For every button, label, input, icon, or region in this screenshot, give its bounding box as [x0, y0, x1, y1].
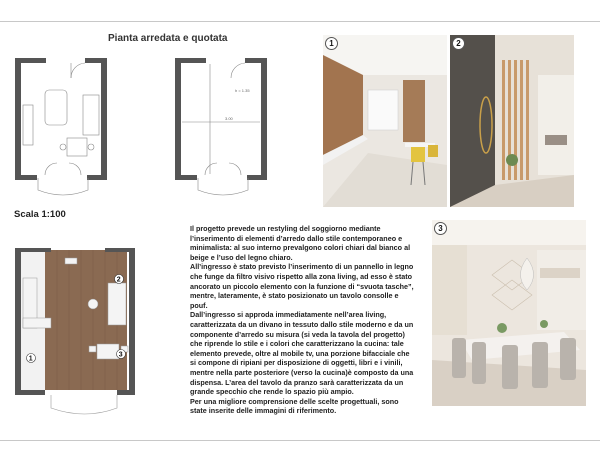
dimensioned-floor-plan	[165, 50, 290, 200]
project-description: Il progetto prevede un restyling del soggiorno mediante l’inserimento di elementi d’arredo dallo stile contemporaneo e minimalista: al suo interno prevalgono colori chiari dal bianco al beige e l’uso del legno chiaro. All’ingresso è stato previsto l’inserimento di un pannello in legno che funge da filtro visivo rispetto alla zona living, ad esso è stato ancorato un piccolo elemento con la funzione di “svuota tasche”, mentre, lateramente, è stato posizionato un tavolo consolle e pouf. Dall’ingresso si approda immediatamente nell’area living, caratterizzata da un divano in tessuto dallo stile moderno e da un componente d’arredo su misura (si veda la tavola del progetto) che riprende lo stile e i colori che caratterizzano la cucina: tale elemento prevede, oltre al mobile tv, una porzione bifacciale che si compone di ripiani per disposizione di oggetti, libri e i vinili, mentre nella parte posteriore (verso la cucina)è composto da una dispensa. L’area del tavolo da pranzo sarà caratterizzata da un grande specchio che rende lo spazio più ampio. Per una migliore comprensione delle scelte progettuali, sono state inserite delle immagini di riferimento.	[190, 224, 414, 416]
dimension-height-label: h = 1.35	[235, 88, 250, 93]
photo-badge-2: 2	[453, 38, 464, 49]
scale-label: Scala 1:100	[14, 209, 66, 220]
dimension-width-label: 3.00	[225, 116, 233, 121]
furnished-floor-plan	[5, 50, 130, 200]
reference-photo-3	[432, 220, 586, 406]
plan-marker-2: 2	[116, 276, 121, 284]
plan-marker-3: 3	[118, 351, 123, 359]
plan-marker-1: 1	[28, 355, 33, 363]
top-divider	[0, 21, 600, 22]
photo-badge-1: 1	[326, 38, 337, 49]
photo-badge-3: 3	[435, 223, 446, 234]
reference-photo-2	[450, 35, 574, 207]
rendered-floor-plan	[5, 238, 165, 433]
reference-photo-1	[323, 35, 447, 207]
page-title: Pianta arredata e quotata	[108, 33, 228, 44]
bottom-divider	[0, 440, 600, 441]
